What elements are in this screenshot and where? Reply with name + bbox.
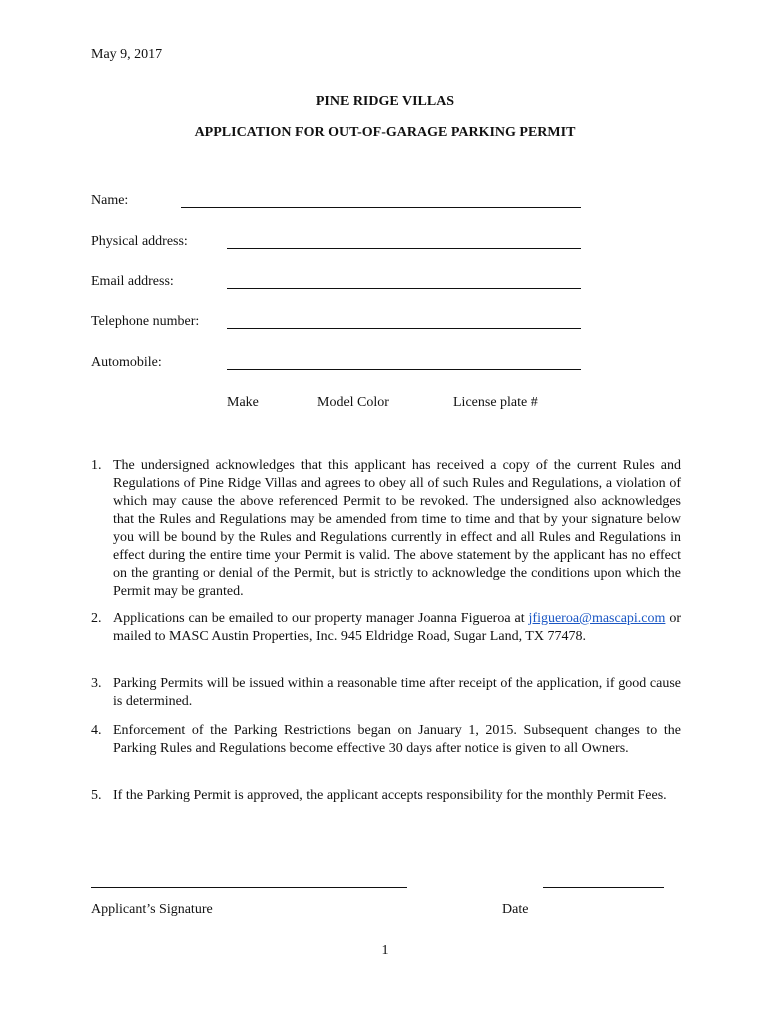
- list-item-number: 4.: [91, 723, 102, 738]
- email-address-field[interactable]: [227, 288, 581, 289]
- page-number: 1: [381, 943, 389, 958]
- name-field[interactable]: [181, 207, 581, 208]
- list-item: [91, 610, 681, 646]
- telephone-number-field[interactable]: [227, 328, 581, 329]
- applicant-signature-label: Applicant’s Signature: [91, 902, 213, 917]
- signature-date-label: Date: [502, 902, 529, 917]
- list-item-text: If the Parking Permit is approved, the applicant accepts responsibility for the monthly Permit Fees.: [113, 788, 667, 803]
- list-item: [91, 787, 681, 805]
- list-item-number: 2.: [91, 611, 102, 626]
- telephone-number-label: Telephone number:: [91, 314, 200, 329]
- email-address-label: Email address:: [91, 274, 174, 289]
- document-subtitle: APPLICATION FOR OUT-OF-GARAGE PARKING PERMIT: [194, 125, 576, 140]
- automobile-field[interactable]: [227, 369, 581, 370]
- list-item-text-after: or mailed to MASC Austin Properties, Inc. 945 Eldridge Road, Sugar Land, TX 77478.: [113, 611, 682, 644]
- document-date: May 9, 2017: [91, 47, 163, 62]
- list-item-number: 1.: [91, 458, 102, 473]
- list-item-text: Parking Permits will be issued within a reasonable time after receipt of the application, if good cause is determined.: [113, 676, 681, 709]
- model-color-label: Model Color: [317, 395, 389, 410]
- list-item-text: The undersigned acknowledges that this applicant has received a copy of the current Rules and Regulations of Pine Ridge Villas and agrees to obey all of such Rules and Regulations, a violation of which may cause the above referenced Permit to be revoked. The undersigned also acknowledges that the Rules and Regulations may be amended from time to time and that by your signature below you will be bound by the Rules and Regulations currently in effect and all Rules and Regulations in effect during the entire time your Permit is valid. The above statement by the applicant has no effect on the granting or denial of the Permit, but is strictly to acknowledge the conditions upon which the Permit may be granted.: [113, 458, 681, 599]
- signature-date-field[interactable]: [543, 887, 664, 888]
- physical-address-field[interactable]: [227, 248, 581, 249]
- list-item-text-before: Applications can be emailed to our property manager Joanna Figueroa at: [113, 611, 525, 626]
- list-item: [91, 675, 681, 711]
- email-link[interactable]: jfigueroa@mascapi.com: [528, 611, 666, 626]
- list-item: [91, 722, 681, 758]
- list-item-number: 5.: [91, 788, 102, 803]
- list-item-text: [113, 610, 681, 646]
- document-title: PINE RIDGE VILLAS: [315, 94, 455, 109]
- name-label: Name:: [91, 193, 129, 208]
- license-plate-label: License plate #: [453, 395, 538, 410]
- make-label: Make: [227, 395, 259, 410]
- list-item-number: 3.: [91, 676, 102, 691]
- list-item-text: Enforcement of the Parking Restrictions began on January 1, 2015. Subsequent changes to the Parking Rules and Regulations become effective 30 days after notice is given to all Owners.: [113, 723, 681, 756]
- applicant-signature-field[interactable]: [91, 887, 407, 888]
- list-item: [91, 457, 681, 601]
- automobile-label: Automobile:: [91, 355, 162, 370]
- physical-address-label: Physical address:: [91, 234, 188, 249]
